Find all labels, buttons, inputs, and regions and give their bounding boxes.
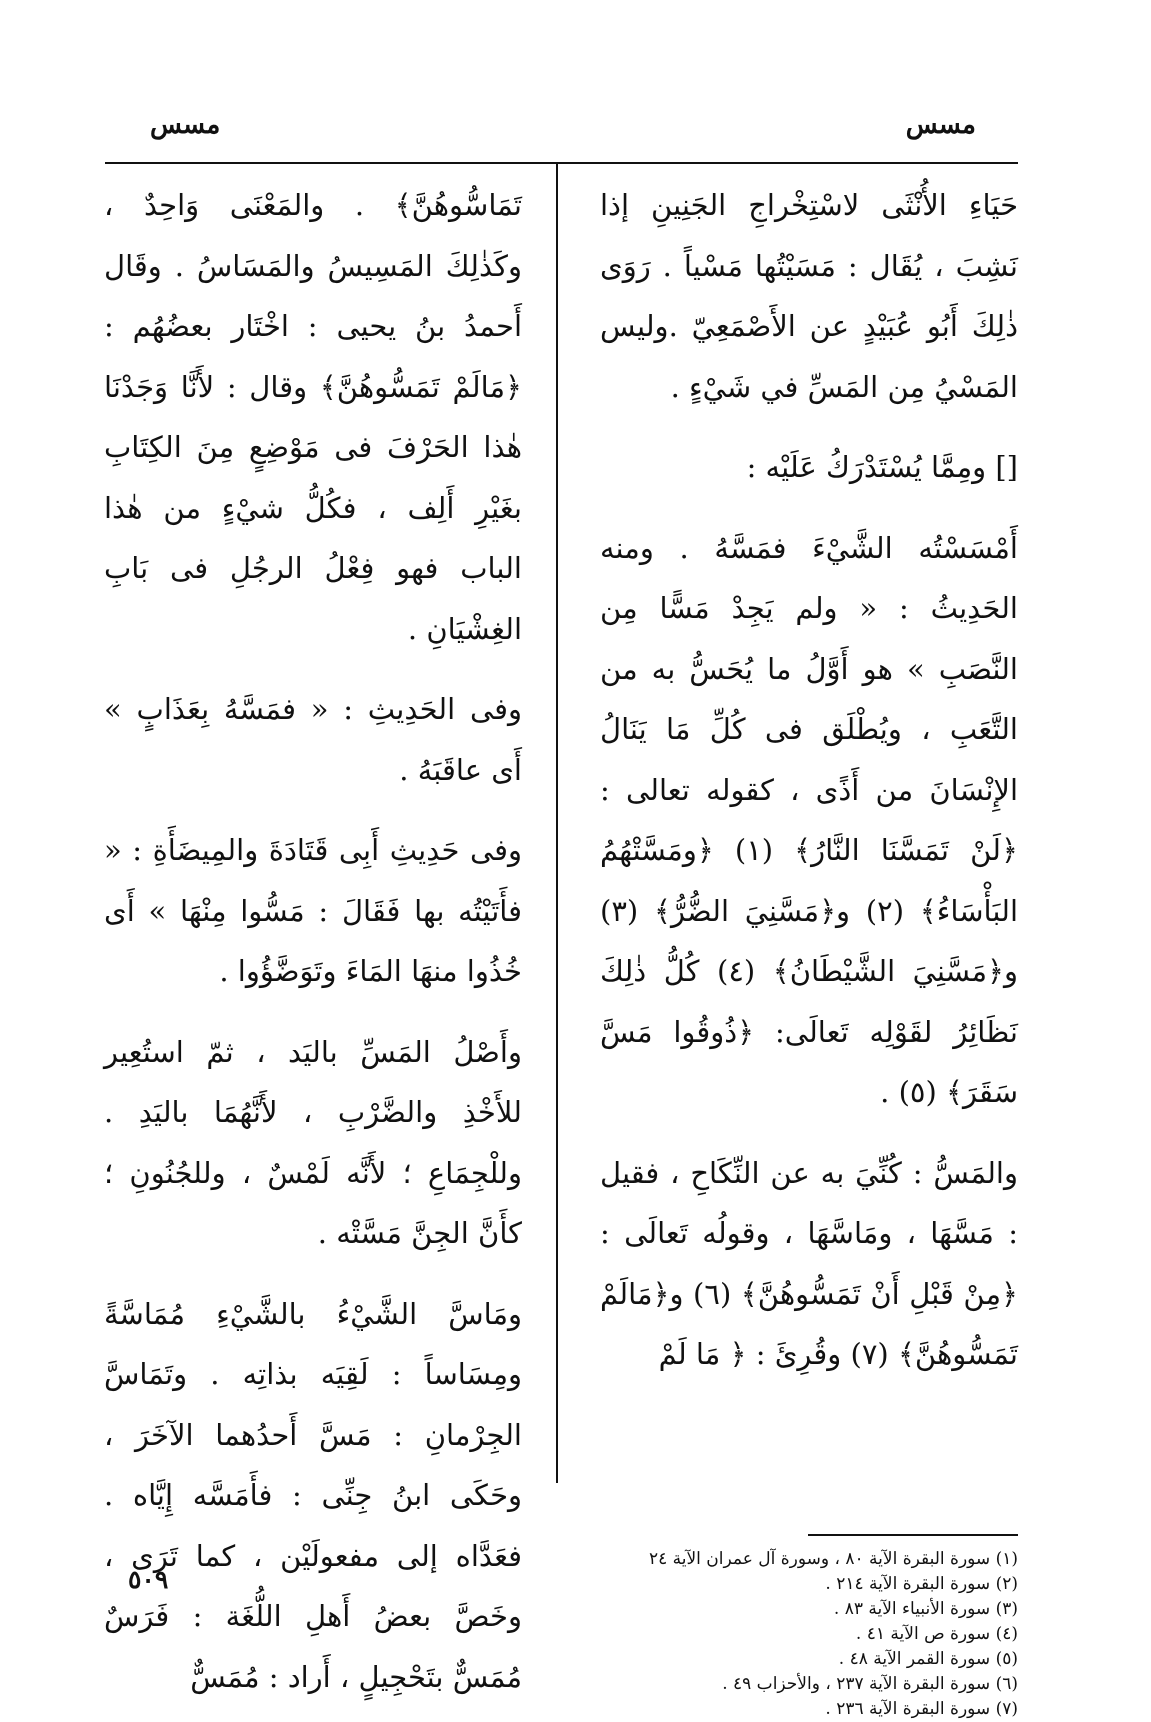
footnote: (٦) سورة البقرة الآية ٢٣٧ ، والأحزاب ٤٩ . [722, 1674, 1018, 1694]
page-number: ٥٠٩ [128, 1565, 169, 1594]
running-head-left: مسس [150, 110, 221, 140]
paragraph: حَيَاءِ الأُنْثَى لاسْتِخْراجِ الجَنِينِ إذا نَشِبَ ، يُقَال : مَسَيْتُها مَسْياً . رَوَى ذٰلِكَ أَبُو عُبَيْدٍ عن الأَصْمَعِيّ .وليس المَسْيُ مِن المَسِّ في شَيْءٍ . [600, 188, 1018, 404]
footnote: (٤) سورة ص الآية ٤١ . [855, 1624, 1018, 1644]
footnote-rule [808, 1534, 1018, 1536]
footnote: (٢) سورة البقرة الآية ٢١٤ . [825, 1574, 1018, 1594]
footnote: (٣) سورة الأنبياء الآية ٨٣ . [833, 1599, 1018, 1619]
footnote: (٧) سورة البقرة الآية ٢٣٦ . [825, 1699, 1018, 1719]
paragraph: [] ومِمَّا يُسْتَدْرَكُ عَلَيْه : [746, 450, 1018, 484]
header-rule [105, 162, 1018, 164]
right-column [600, 175, 1018, 1385]
paragraph: تَمَاسُّوهُنَّ﴾ . والمَعْنَى وَاحِدٌ ، وكَذٰلِكَ المَسِيسُ والمَسَاسُ . وقَال أَحمدُ بنُ يحيى : اخْتَار بعضُهُم : ﴿مَالَمْ تَمَسُّوهُنَّ﴾ وقال : لأَنَّا وَجَدْنَا هٰذا الحَرْفَ فى مَوْضِعٍ مِنَ الكِتَابِ بغَيْرِ أَلِف ، فكُلُّ شيْءٍ من هٰذا الباب فهو فِعْلُ الرجُلِ فى بَابِ الغِشْيَانِ . [104, 188, 522, 646]
paragraph: والمَسُّ : كُنِّيَ به عن النِّكَاحِ ، فقيل : مَسَّهَا ، ومَاسَّهَا ، وقولُه تَعالَى : ﴿مِنْ قَبْلِ أَنْ تَمَسُّوهُنَّ﴾ (٦) و﴿مَالَمْ تَمَسُّوهُنَّ﴾ (٧) وقُرِئَ : ﴿ مَا لَمْ [600, 1155, 1018, 1371]
running-head-right: مسس [905, 110, 976, 140]
paragraph: أَمْسَسْتُه الشَّيْءَ فمَسَّهُ . ومنه الحَدِيثُ : « ولم يَجِدْ مَسًّا مِن النَّصَبِ » هو أَوَّلُ ما يُحَسُّ به من التَّعَبِ ، ويُطْلَق فى كُلِّ مَا يَنَالُ الإِنْسَانَ من أَذًى ، كقوله تعالى : ﴿لَنْ تَمَسَّنَا النَّارُ﴾ (١) ﴿ومَسَّتْهُمُ البَأْسَاءُ﴾ (٢) و﴿مَسَّنِيَ الضُّرُّ﴾ (٣) و﴿مَسَّنِيَ الشَّيْطَانُ﴾ (٤) كُلُّ ذٰلِكَ نَظَائِرُ لقَوْلِه تَعالَى: ﴿ذُوقُوا مَسَّ سَقَرَ﴾ (٥) . [600, 530, 1019, 1109]
paragraph: ومَاسَّ الشَّيْءُ بالشَّيْءِ مُمَاسَّةً ومِسَاساً : لَقِيَه بذاتِه . وتَمَاسَّ الجِرْمانِ : مَسَّ أَحدُهما الآخَرَ ، وحَكَى ابنُ جِنِّى : فأَمَسَّه إِيَّاه . فعَدَّاه إلى مفعولَيْن ، كما تَرَى ، وخَصَّ بعضُ أَهلِ اللُّغَة : فَرَسٌ مُمَسٌّ بتَحْجِيلٍ ، أَراد : مُمَسٌّ [104, 1296, 522, 1694]
paragraph: وفى حَدِيثِ أَبِى قَتَادَةَ والمِيضَأَةِ : « فأَتَيْتُه بها فَقَالَ : مَسُّوا مِنْهَا » أَى خُذُوا منهَا المَاءَ وتَوَضَّؤُوا . [104, 833, 522, 988]
footnotes [600, 1547, 1018, 1722]
footnote: (١) سورة البقرة الآية ٨٠ ، وسورة آل عمران الآية ٢٤ [648, 1549, 1018, 1569]
left-column [104, 175, 522, 1707]
footnote: (٥) سورة القمر الآية ٤٨ . [838, 1649, 1018, 1669]
paragraph: وفى الحَدِيثِ : « فمَسَّهُ بِعَذَابٍ » أَى عاقَبَهُ . [104, 692, 522, 787]
paragraph: وأَصْلُ المَسِّ باليَد ، ثمّ استُعِير للأَخْذِ والضَّرْبِ ، لأَنَّهُمَا باليَدِ . وللْجِمَاعِ ؛ لأَنَّه لَمْسٌ ، وللجُنُونِ ؛ كأَنَّ الجِنَّ مَسَّتْه . [104, 1034, 522, 1250]
column-divider [556, 163, 558, 1483]
